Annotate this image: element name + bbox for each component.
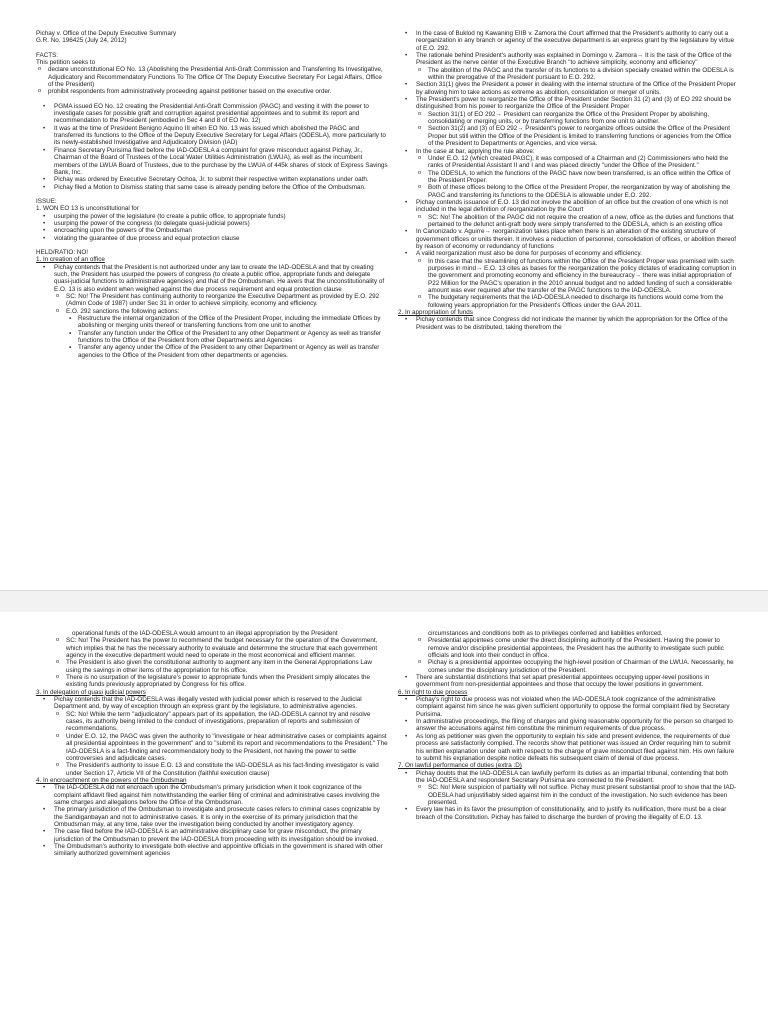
list-item: o prohibit respondents from administratively proceeding against petitioner based on the executive order. (36, 88, 388, 95)
list-item: o Under E.O. 12, the PAGC was given the authority to "investigate or hear administrative cases or complaints against all presidential appointees in the government" and to "submit its report and recommendations to the President." The IAD-ODESLA is a fact-finding and recommendatory body to the President, not having the power to settle controversies and adjudicate cases. (36, 733, 388, 762)
list-item: • As long as petitioner was given the opportunity to explain his side and present evidence, the requirements of due process are satisfactorily complied. The records show that petitioner was issued an Order requiring him to submit his written explanation under oath with respect to the charge of grave misconduct filed against him. His own failure to submit his explanation despite notice defeats his subsequent claim of denial of due process. (398, 733, 738, 762)
list-item: o The abolition of the PAGC and the transfer of its functions to a division specially created within the ODESLA is within the prerogative of the President pursuant to E.O. 292. (398, 67, 738, 82)
list-item: • Section 31(1) gives the President a power in dealing with the internal structure of the Office of the President Proper by allowing him to take actions as extreme as abolition, consolidation or merger of units. (398, 81, 738, 96)
list-item: • In the case of Buklod ng Kawaning EIIB v. Zamora the Court affirmed that the President's authority to carry out a reorganization in any branch or agency of the executive department is an express grant by the legislature by virtue of E.O. 292. (398, 30, 738, 52)
list-item: • Pichay contends that the IAD-ODESLA was illegally vested with judicial power which is reserved to the Judicial Department and, by way of exception through an express grant by the legislature, to administrative agencies. (36, 696, 388, 711)
right-list-2 (398, 316, 738, 331)
list-item: o SC: No! Mere suspicion of partiality will not suffice. Pichay must present substantial proof to show that the IAD-ODESLA had unjustifiably sided against him in the conduct of the investigation. No such evidence has been presented. (398, 784, 738, 806)
facts-list (36, 103, 388, 191)
list-item: ▪ Transfer any function under the Office of the President to any other Department or Agency as well as transfer functions to the Office of the President from other Departments and Agencies (36, 330, 388, 345)
document-page-2 (0, 612, 768, 1024)
section-heading: 4. In encroachment on the powers of the Ombudsman (36, 776, 187, 784)
doc-citation: G.R. No. 196425 (July 24, 2012) (36, 37, 127, 45)
list-item: • Pichay doubts that the IAD-ODESLA can lawfully perform its duties as an impartial tribunal, contending that both the IAD-ODESLA and respondent Secretary Purisima are connected to the President. (398, 770, 738, 785)
page1-right-column (398, 30, 738, 331)
list-item: • The Ombudsman's authority to investigate both elective and appointive officials in the government is shared with other similarly authorized government agencies (36, 843, 388, 858)
continued-text: circumstances and conditions both as to privileges conferred and liabilities enforced. (428, 630, 663, 637)
list-item: • The primary jurisdiction of the Ombudsman to investigate and prosecute cases refers to criminal cases cognizable by the Sandiganbayan and not to administrative cases. It is only in the exercise of its primary jurisdiction that the Ombudsman may, at any time, take over the investigation being conducted by another investigatory agency. (36, 806, 388, 828)
list-item: o Presidential appointees come under the direct disciplining authority of the President. Having the power to remove and/or discipline presidential appointees, the President has the authority to investigate such public officials and look into their conduct in office. (398, 637, 738, 659)
held-list (36, 264, 388, 359)
list-item: o Both of these offices belong to the Office of the President Proper, the reorganization by way of abolishing the PAGC and transferring its functions to the ODESLA is allowable under E.O. 292. (398, 184, 738, 199)
list-item: • It was at the time of President Benigno Aquino III when EO No. 13 was issued which abolished the PAGC and transferred its functions to the Office of the Deputy Executive Secretary for Legal Affairs (ODESLA), more particularly to its newly-established Investigative and Adjudicatory Division (IAD) (36, 125, 388, 147)
list-item: • The IAD-ODESLA did not encroach upon the Ombudsman's primary jurisdiction when it took cognizance of the complaint affidavit filed against him notwithstanding the earlier filing of criminal and administrative cases involving the same charges and allegations before the Office of the Ombudsman. (36, 784, 388, 806)
list-item: • There are substantial distinctions that set apart presidential appointees occupying upper-level positions in government from non-presidential appointees and those that occupy the lower positions in government. (398, 674, 738, 689)
list-item: ▪ Transfer any agency under the Office of the President to any other Department or Agency as well as transfer agencies to the Office of the President from other departments or agencies. (36, 344, 388, 359)
page2-right-column (398, 630, 738, 821)
issue-heading: ISSUE: (36, 197, 57, 205)
left-list (36, 637, 388, 688)
list-item: • Pichay contends that since Congress did not indicate the manner by which the appropriation for the Office of the President was to be distributed, taking therefrom the (398, 316, 738, 331)
facts-goals-list (36, 66, 388, 95)
list-item: o The budgetary requirements that the IAD-ODESLA needed to discharge its functions would come from the following years appropriation for the President's Offices under the GAA 2011. (398, 294, 738, 309)
list-item: • The President's power to reorganize the Office of the President under Section 31 (2) and (3) of EO 292 should be distinguished from his power to reorganize the Office of the President Proper (398, 96, 738, 111)
right-list (398, 637, 738, 688)
list-item: • The case filed before the IAD-ODESLA is an administrative disciplinary case for grave misconduct, the primary jurisdiction of the Ombudsman to prevent the IAD-ODESLA from proceeding with its investigation should be invoked. (36, 828, 388, 843)
page1-left-column (36, 30, 388, 359)
list-item: • Finance Secretary Purisima filed before the IAD-ODESLA a complaint for grave misconduct against Pichay, Jr., Chairman of the Board of Trustees of the Local Water Utilities Administration (LWUA), as well as the incumbent members of the LWUA Board of Trustees, due to the purchase by the LWUA of 445k shares of stock of Express Savings Bank, Inc. (36, 147, 388, 176)
list-item: o In this case that the streamlining of functions within the Office of the President Proper was premised with such purposes in mind→ E.O. 13 cites as bases for the reorganization the policy dictates of eradicating corruption in the government and promoting economy and efficiency in the bureaucracy→ there was initial appropriation of P22 Million for the PAGC's operation in the 2010 annual budget and no added funding of such a considerable amount was ever required after the transfer of the PAGC functions to the IAD-ODESLA. (398, 258, 738, 295)
list-item: o The President's authority to issue E.O. 13 and constitute the IAD-ODESLA as his fact-finding investigator is valid under Section 17, Article VII of the Constitution (faithful execution clause) (36, 762, 388, 777)
page2-left-column (36, 630, 388, 858)
section-heading: 3. In delegation of quasi judicial powers (36, 688, 146, 696)
list-item: • usurping the power of the congress (to delegate quasi-judicial powers) (36, 220, 388, 227)
list-item: o The ODESLA, to which the functions of the PAGC have now been transferred, is an office within the Office of the President Proper. (398, 170, 738, 185)
list-item: o Section 31(2) and (3) of EO 292→ President's power to reorganize offices outside the Office of the President Proper but still within the Office of the President is limited to transferring functions or agencies from the Office of the President to Departments or Agencies, and vice versa. (398, 125, 738, 147)
held-heading: HELD/RATIO: NO! (36, 248, 89, 256)
list-item: o There is no usurpation of the legislature's power to appropriate funds when the President simply allocates the existing funds previously appropriated by Congress for his office. (36, 674, 388, 689)
list-item: • Pichay's right to due process was not violated when the IAD-ODESLA took cognizance of the administrative complaint against him since he was given sufficient opportunity to oppose the formal complaint filed by Secretary Purisima. (398, 696, 738, 718)
left-list-3 (36, 784, 388, 857)
list-item: • Pichay was ordered by Executive Secretary Ochoa, Jr. to submit their respective written explanations under oath. (36, 176, 388, 183)
continued-text: operational funds of the IAD-ODESLA would amount to an illegal appropriation by the President (72, 630, 338, 637)
list-item: o SC: No! The President has continuing authority to reorganize the Executive Department as provided by E.O. 292 (Admin Code of 1987) under Sec 31 in order to achieve simplicity, economy and efficiency. (36, 293, 388, 308)
list-item: • encroaching upon the powers of the Ombudsman (36, 227, 388, 234)
list-item: • Pichay filed a Motion to Dismiss stating that same case is already pending before the Office of the Ombudsman. (36, 184, 388, 191)
facts-intro: This petition seeks to (36, 59, 96, 67)
list-item: o Pichay is a presidential appointee occupying the high-level position of Chairman of the LWUA. Necessarily, he comes under the disciplinary jurisdiction of the President. (398, 659, 738, 674)
list-item: o E.O. 292 sanctions the following actions: (36, 308, 388, 315)
list-item: o Section 31(1) of EO 292→ President can reorganize the Office of the President Proper by abolishing, consolidating or merging units, or by transferring functions from one unit to another. (398, 111, 738, 126)
list-item: • A valid reorganization must also be done for purposes of economy and efficiency. (398, 250, 738, 257)
section-heading: 7. On lawful performance of duties (extra :D) (398, 762, 522, 770)
list-item: • violating the guarantee of due process and equal protection clause (36, 235, 388, 242)
list-item: o SC: No! The President has the power to recommend the budget necessary for the operation of the Government, which implies that he has the necessary authority to evaluate and determine the structure that each government agency in the executive department would need to operate in the most economical and efficient manner. (36, 637, 388, 659)
list-item: • PGMA issued EO No. 12 creating the Presidential Anti-Graft Commission (PAGC) and vesting it with the power to investigate cases for possible graft and corruption against presidential appointees and to submit its report and recommendation to the President (embodied in Sec 4 and 8 of EO No. 12) (36, 103, 388, 125)
issue-question: 1. WON EO 13 is unconstitutional for (36, 205, 139, 213)
section-heading: 2. In appropriation of funds (398, 309, 473, 317)
section-heading: 6. In right to due process (398, 688, 468, 696)
list-item: o The President is also given the constitutional authority to augment any item in the General Appropriations Law using the savings in other items of the appropriation for his office. (36, 659, 388, 674)
list-item: • In administrative proceedings, the filing of charges and giving reasonable opportunity for the person so charged to answer the accusations against him constitute the minimum requirements of due process. (398, 718, 738, 733)
doc-title: Pichay v. Office of the Deputy Executive Summary (36, 30, 177, 37)
right-list (398, 30, 738, 309)
list-item: o declare unconstitutional EO No. 13 (Abolishing the Presidential Anti-Graft Commission and Transferring Its Investigative, Adjudicatory and Recommendatory Functions To The Office Of The Deputy Executive Secretary For Legal Affairs, Office of the President) (36, 66, 388, 88)
page-separator (0, 590, 768, 614)
list-item: o SC: No! While the term "adjudicatory" appears part of its appellation, the IAD-ODESLA cannot try and resolve cases, its authority being limited to the conduct of investigations, preparation of reports and submission of recommendations. (36, 711, 388, 733)
list-item: • In Canonizado v. Aguirre→ reorganization takes place when there is an alteration of the existing structure of government offices or units therein. It involves a reduction of personnel, consolidation of offices, or abolition thereof by reason of economy or redundancy of functions (398, 228, 738, 250)
list-item: • The rationale behind President's authority was explained in Domingo v. Zamora→ It is the task of the Office of the President as the nerve center of the Executive Branch "to achieve simplicity, economy and efficiency" (398, 52, 738, 67)
list-item: o SC: No! The abolition of the PAGC did not require the creation of a new, office as the duties and functions that pertained to the defunct anti-graft body were simply transferred to the ODESLA, which is an existing office (398, 214, 738, 229)
left-list-2 (36, 696, 388, 777)
list-item: ▪ Restructure the internal organization of the Office of the President Proper, including the immediate Offices by abolishing or merging units thereof or transferring functions from one unit to another (36, 315, 388, 330)
list-item: • Every law has in its favor the presumption of constitutionality, and to justify its nullification, there must be a clear breach of the Constitution. Pichay has failed to discharge the burden of proving the illegality of E.O. 13. (398, 806, 738, 821)
right-list-3 (398, 770, 738, 821)
list-item: • Pichay contends that the President is not authorized under any law to create the IAD-ODESLA and that by creating such, the President has usurped the powers of congress (to create a public office, appropriate funds and delegate quasi-judicial functions to administrative agencies) and that of the Ombudsman. He avers that the unconstitutionality of E.O. 13 is also evident when weighed against the due process requirement and equal protection clause (36, 264, 388, 293)
list-item: • Pichay contends issuance of E.O. 13 did not involve the abolition of an office but the creation of one which is not included in the legal definition of reorganization by the Court (398, 199, 738, 214)
right-list-2 (398, 696, 738, 762)
list-item: o Under E.O. 12 (which created PAGC), it was composed of a Chairman and (2) Commissioners who held the ranks of Presidential Assistant II and I and was placed directly "under the Office of the President." (398, 155, 738, 170)
list-item: • usurping the power of the legislature (to create a public office, to appropriate funds) (36, 213, 388, 220)
issue-list (36, 213, 388, 242)
section-heading: 1. In creation of an office (36, 256, 105, 264)
facts-heading: FACTS: (36, 51, 59, 59)
list-item: • In the case at bar, applying the rule above: (398, 148, 738, 155)
